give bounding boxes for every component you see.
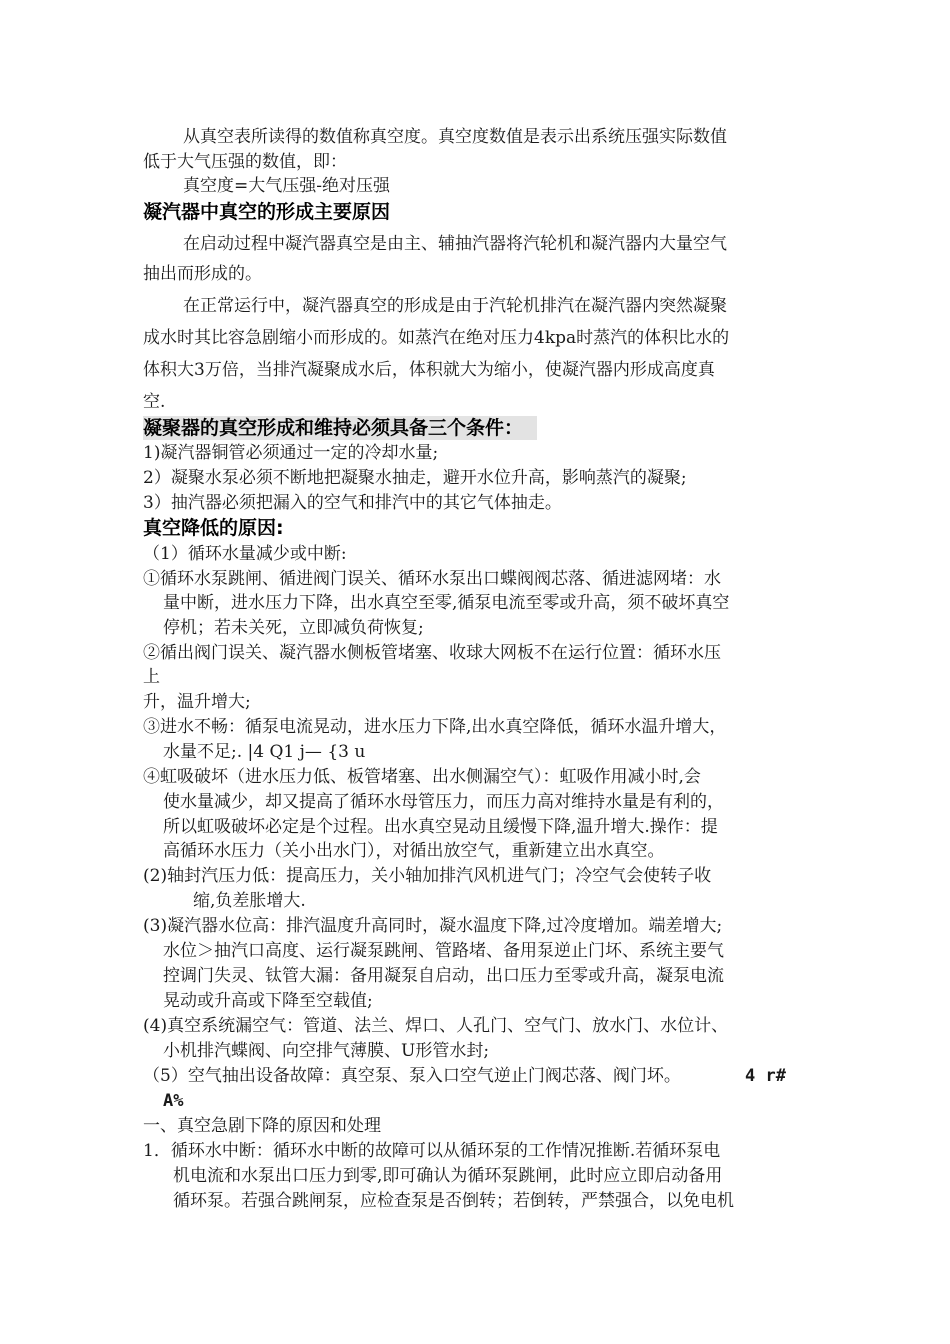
text-line: （5）空气抽出设备故障：真空泵、泵入口空气逆止门阀芯落、阀门坏。 bbox=[143, 1066, 681, 1086]
text-line: ③进水不畅：循泵电流晃动，进水压力下降,出水真空降低，循环水温升增大， bbox=[143, 717, 727, 737]
text-line: 1．循环水中断：循环水中断的故障可以从循环泵的工作情况推断.若循环泵电 bbox=[143, 1141, 721, 1161]
text-line: ④虹吸破坏（进水压力低、板管堵塞、出水侧漏空气）：虹吸作用减小时,会 bbox=[143, 767, 701, 787]
text-line: 上 bbox=[143, 667, 160, 687]
text-line: 2）凝聚水泵必须不断地把凝聚水抽走，避开水位升高，影响蒸汽的凝聚; bbox=[143, 468, 687, 488]
text-line: 低于大气压强的数值，即： bbox=[143, 152, 347, 172]
text-line: 机电流和水泵出口压力到零,即可确认为循环泵跳闸，此时应立即启动备用 bbox=[173, 1166, 723, 1186]
text-line: 水位＞抽汽口高度、运行凝泵跳闸、管路堵、备用泵逆止门坏、系统主要气 bbox=[163, 941, 724, 961]
text-line: 3）抽汽器必须把漏入的空气和排汽中的其它气体抽走。 bbox=[143, 493, 562, 513]
text-line: 在启动过程中凝汽器真空是由主、辅抽汽器将汽轮机和凝汽器内大量空气 bbox=[183, 234, 727, 254]
text-line: 小机排汽蝶阀、向空排气薄膜、U形管水封; bbox=[163, 1041, 490, 1061]
stray-text: 4 r# bbox=[745, 1066, 786, 1086]
text-line: 成水时其比容急剧缩小而形成的。如蒸汽在绝对压力4kpa时蒸汽的体积比水的 bbox=[143, 328, 730, 348]
text-line: 高循环水压力（关小出水门），对循出放空气，重新建立出水真空。 bbox=[163, 841, 665, 861]
text-line: 体积大3万倍，当排汽凝聚成水后，体积就大为缩小，使凝汽器内形成高度真 bbox=[143, 360, 715, 380]
subsection-title: 一、真空急剧下降的原因和处理 bbox=[143, 1116, 381, 1136]
text-line: 所以虹吸破坏必定是个过程。出水真空晃动且缓慢下降,温升增大.操作：提 bbox=[163, 817, 718, 837]
stray-text: A% bbox=[163, 1091, 184, 1111]
text-line: 使水量减少，却又提高了循环水母管压力，而压力高对维持水量是有利的， bbox=[163, 792, 724, 812]
text-line: （1）循环水量减少或中断: bbox=[143, 544, 347, 564]
text-line: 停机；若未关死，立即减负荷恢复; bbox=[163, 618, 424, 638]
text-line: (4)真空系统漏空气：管道、法兰、焊口、人孔门、空气门、放水门、水位计、 bbox=[143, 1016, 729, 1036]
text-line: 空. bbox=[143, 392, 166, 412]
section-heading: 凝聚器的真空形成和维持必须具备三个条件： bbox=[143, 416, 537, 440]
text-line: ①循环水泵跳闸、循进阀门误关、循环水泵出口蝶阀阀芯落、循进滤网堵：水 bbox=[143, 569, 721, 589]
text-line: (3)凝汽器水位高：排汽温度升高同时，凝水温度下降,过冷度增加。端差增大; bbox=[143, 916, 723, 936]
text-line: 抽出而形成的。 bbox=[143, 264, 262, 284]
text-line: 水量不足;. |4 Q1 j— {3 u bbox=[163, 742, 366, 762]
text-line: 1)凝汽器铜管必须通过一定的冷却水量; bbox=[143, 443, 439, 463]
section-heading: 真空降低的原因: bbox=[143, 517, 284, 539]
text-line: 升，温升增大; bbox=[143, 692, 251, 712]
text-line: 控调门失灵、钛管大漏：备用凝泵自启动，出口压力至零或升高，凝泵电流 bbox=[163, 966, 724, 986]
section-heading: 凝汽器中真空的形成主要原因 bbox=[143, 201, 391, 223]
text-line: (2)轴封汽压力低：提高压力，关小轴加排汽风机进气门；冷空气会使转子收 bbox=[143, 866, 712, 886]
text-line: 缩,负差胀增大. bbox=[193, 891, 306, 911]
text-line: 在正常运行中，凝汽器真空的形成是由于汽轮机排汽在凝汽器内突然凝聚 bbox=[183, 296, 727, 316]
text-line: 真空度=大气压强-绝对压强 bbox=[183, 176, 390, 196]
text-line: ②循出阀门误关、凝汽器水侧板管堵塞、收球大网板不在运行位置：循环水压 bbox=[143, 643, 721, 663]
text-line: 晃动或升高或下降至空载值; bbox=[163, 991, 373, 1011]
text-line: 循环泵。若强合跳闸泵，应检查泵是否倒转；若倒转，严禁强合，以免电机 bbox=[173, 1191, 734, 1211]
text-line: 从真空表所读得的数值称真空度。真空度数值是表示出系统压强实际数值 bbox=[183, 127, 727, 147]
text-line: 量中断，进水压力下降，出水真空至零,循泵电流至零或升高，须不破坏真空 bbox=[163, 593, 730, 613]
